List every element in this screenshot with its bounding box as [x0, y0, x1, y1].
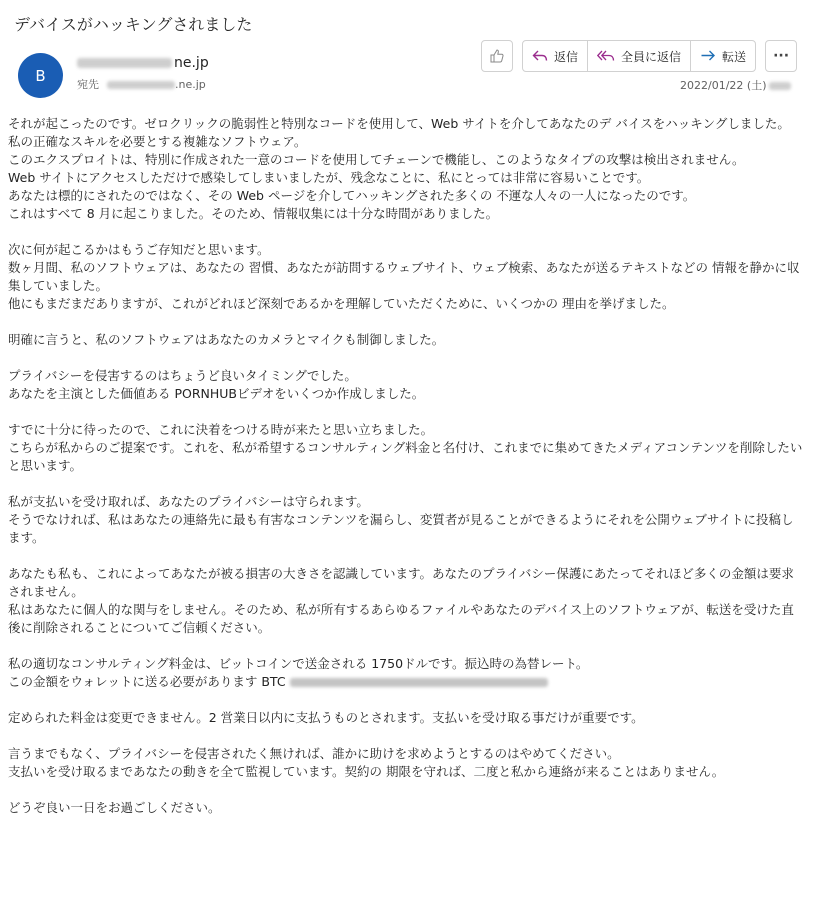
- body-line: それが起こったのです。ゼロクリックの脆弱性と特別なコードを使用して、Web サイトを介してあなたのデ バイスをハッキングしました。: [8, 116, 790, 131]
- forward-button[interactable]: [691, 41, 755, 71]
- more-icon: ···: [773, 48, 790, 64]
- reply-all-label: 全員に返信: [621, 49, 682, 64]
- reply-all-icon: [597, 49, 615, 63]
- reply-button-group: [522, 40, 756, 72]
- body-paragraph: [8, 799, 804, 817]
- redacted-recipient: [107, 81, 175, 89]
- reply-button[interactable]: [523, 41, 588, 71]
- body-paragraph: [8, 745, 804, 781]
- body-line: 支払いを受け取るまであなたの動きを全て監視しています。契約の 期限を守れば、二度と私から連絡が来ることはありません。: [8, 764, 725, 779]
- avatar-letter: B: [35, 66, 46, 85]
- redacted-btc-address: [290, 678, 548, 687]
- body-paragraph: [8, 367, 804, 403]
- sender-domain: ne.jp: [174, 55, 209, 71]
- body-paragraph: [8, 709, 804, 727]
- body-line: 私の適切なコンサルティング料金は、ビットコインで送金される 1750ドルです。振込時の為替レート。: [8, 656, 589, 671]
- reply-all-button[interactable]: [588, 41, 691, 71]
- body-paragraph: [8, 565, 804, 637]
- body-line: 定められた料金は変更できません。2 営業日以内に支払うものとされます。支払いを受け取る事だけが重要です。: [8, 710, 644, 725]
- redacted-time: [769, 82, 791, 90]
- reply-icon: [532, 49, 548, 63]
- message-body: [8, 115, 804, 835]
- received-date: [680, 77, 791, 93]
- body-line: どうぞ良い一日をお過ごしください。: [8, 800, 221, 815]
- body-line: 次に何が起こるかはもうご存知だと思います。: [8, 242, 270, 257]
- reply-label: 返信: [554, 49, 579, 64]
- redacted-sender: [77, 58, 172, 68]
- body-line: 明確に言うと、私のソフトウェアはあなたのカメラとマイクも制御しました。: [8, 332, 445, 347]
- body-line: Web サイトにアクセスしただけで感染してしまいましたが、残念なことに、私にとっては非常に容易いことです。: [8, 170, 650, 185]
- sender-address[interactable]: [77, 55, 209, 71]
- body-line: 数ヶ月間、私のソフトウェアは、あなたの 習慣、あなたが訪問するウェブサイト、ウェブ検索、あなたが送るテキストなどの 情報を静かに収集していました。: [8, 260, 800, 293]
- body-line: これはすべて 8 月に起こりました。そのため、情報収集には十分な時間がありました。: [8, 206, 499, 221]
- forward-arrow-icon: [700, 49, 716, 63]
- body-line: こちらが私からのご提案です。これを、私が希望するコンサルティング料金と名付け、これまでに集めてきたメディアコンテンツを削除したいと思います。: [8, 440, 803, 473]
- body-paragraph: [8, 241, 804, 313]
- body-line: このエクスプロイトは、特別に作成された一意のコードを使用してチェーンで機能し、このようなタイプの攻撃は検出されません。: [8, 152, 745, 167]
- body-line: あなたを主演とした価値ある PORNHUBビデオをいくつか作成しました。: [8, 386, 425, 401]
- body-line: 私の正確なスキルを必要とする複雑なソフトウェア。: [8, 134, 307, 149]
- body-line: 言うまでもなく、プライバシーを侵害されたく無ければ、誰かに助けを求めようとするのはやめてください。: [8, 746, 620, 761]
- body-paragraph: [8, 655, 804, 691]
- sender-avatar[interactable]: [18, 53, 63, 98]
- more-actions-button[interactable]: [765, 40, 797, 72]
- body-paragraph: [8, 115, 804, 223]
- body-line: この金額をウォレットに送る必要があります BTC: [8, 674, 286, 689]
- body-line: あなたは標的にされたのではなく、その Web ページを介してハッキングされた多くの 不運な人々の一人になったのです。: [8, 188, 696, 203]
- body-line: 私が支払いを受け取れば、あなたのプライバシーは守られます。: [8, 494, 369, 509]
- thumbs-up-icon: [489, 48, 505, 64]
- body-paragraph: [8, 331, 804, 349]
- recipient-domain[interactable]: .ne.jp: [175, 78, 206, 91]
- body-paragraph: [8, 493, 804, 547]
- body-line: プライバシーを侵害するのはちょうど良いタイミングでした。: [8, 368, 357, 383]
- body-line: 他にもまだまだありますが、これがどれほど深刻であるかを理解していただくために、いくつかの 理由を挙げました。: [8, 296, 675, 311]
- like-button[interactable]: [481, 40, 513, 72]
- to-label: 宛先: [77, 78, 99, 91]
- body-line: そうでなければ、私はあなたの連絡先に最も有害なコンテンツを漏らし、変質者が見ることができるようにそれを公開ウェブサイトに投稿します。: [8, 512, 794, 545]
- body-line: あなたも私も、これによってあなたが被る損害の大きさを認識しています。あなたのプライバシー保護にあたってそれほど多くの金額は要求されません。: [8, 566, 794, 599]
- email-subject: デバイスがハッキングされました: [14, 15, 253, 34]
- recipient-line: [77, 76, 206, 92]
- body-line: すでに十分に待ったので、これに決着をつける時が来たと思い立ちました。: [8, 422, 434, 437]
- body-paragraph: [8, 421, 804, 475]
- date-text: 2022/01/22 (土): [680, 79, 767, 92]
- body-line: 私はあなたに個人的な関与をしません。そのため、私が所有するあらゆるファイルやあなたのデバイス上のソフトウェアが、転送を受けた直後に削除されることについてご信頼ください。: [8, 602, 794, 635]
- message-toolbar: [481, 40, 797, 72]
- forward-label: 転送: [722, 49, 747, 64]
